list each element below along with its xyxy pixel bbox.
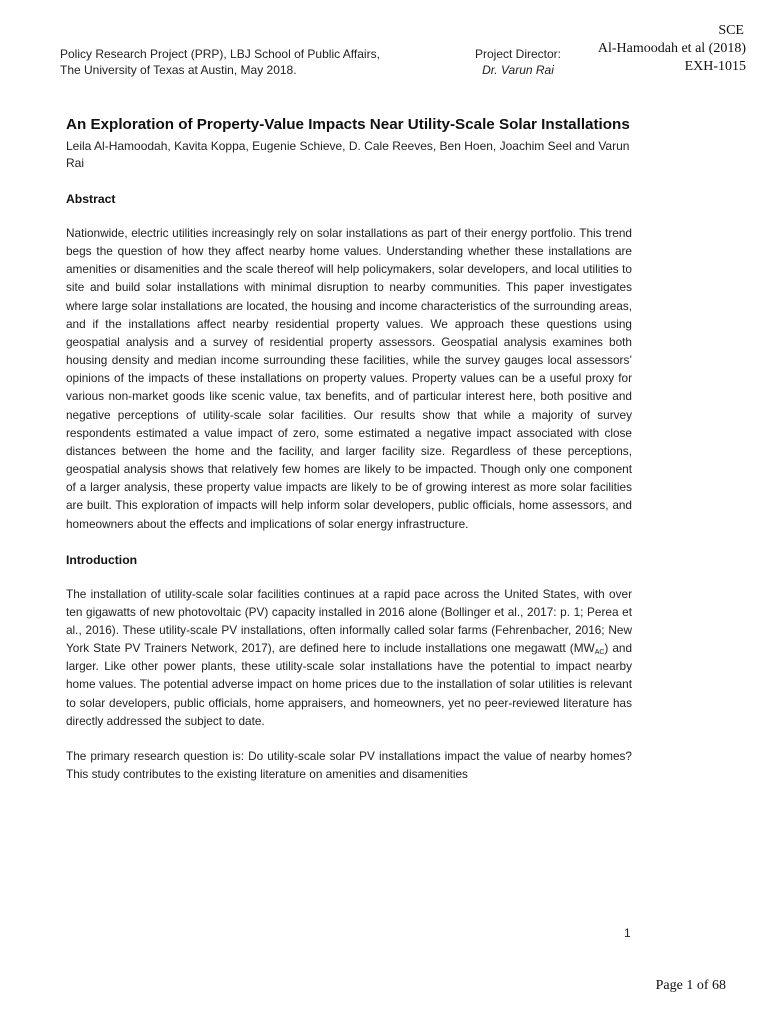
header-institution-line: The University of Texas at Austin, May 2018. [60, 63, 297, 77]
director-label: Project Director: [474, 47, 562, 61]
paper-authors: Leila Al-Hamoodah, Kavita Koppa, Eugenie Schieve, D. Cale Reeves, Ben Hoen, Joachim Seel and Varun Rai [66, 139, 630, 170]
introduction-heading: Introduction [66, 552, 138, 567]
exhibit-party: SCE [718, 23, 744, 38]
abstract-paragraph: Nationwide, electric utilities increasingly rely on solar installations as part of their energy portfolio. This trend begs the question of how they affect nearby home values. Understanding whether these installations are amenities or disamenities and the scale thereof will help policymakers, solar developers, and local utilities to site and build solar installations with minimal disruption to nearby communities. This paper investigates where large solar installations are located, the housing and income characteristics of the surrounding areas, and if the installations affect nearby residential property values. We approach these questions using geospatial analysis and a survey of residential property assessors. Geospatial analysis examines both housing density and median income surrounding these facilities, while the survey gauges local assessors’ opinions of the impacts of these installations on property values. Property values can be a useful proxy for various non-market goods like scenic value, tax benefits, and of particular interest here, both positive and negative perceptions of utility-scale solar facilities. Our results show that while a majority of survey respondents estimated a value impact of zero, some estimated a negative impact associated with close distances between the home and the facility, and larger facility size. Regardless of these perceptions, geospatial analysis shows that relatively few homes are likely to be impacted. Though only one component of a larger analysis, these property value impacts are likely to be of growing interest as more solar facilities are built. This exploration of impacts will help inform solar developers, public officials, home assessors, and homeowners about the effects and implications of solar energy infrastructure. [66, 226, 632, 531]
header-program-line: Policy Research Project (PRP), LBJ School of Public Affairs, [60, 47, 380, 61]
introduction-paragraph-1 [66, 585, 632, 730]
director-name: Dr. Varun Rai [482, 63, 554, 77]
paper-body [66, 114, 632, 783]
running-header-director [466, 46, 570, 78]
intro-p1-text-b: ) and larger. Like other power plants, these utility-scale solar installations have the potential to impact nearby home values. The potential adverse impact on home prices due to the installation of solar utilities is relevant to solar developers, public officials, home appraisers, and homeowners, yet no peer-reviewed literature has directly addressed the subject to date. [66, 641, 633, 728]
intro-p1-text-a: The installation of utility-scale solar facilities continues at a rapid pace across the United States, with over ten gigawatts of new photovoltaic (PV) capacity installed in 2016 alone (Bollinger et al., 2017: p. 1; Perea et al., 2016). These utility-scale PV installations, often informally called solar farms (Fehrenbacher, 2016; New York State PV Trainers Network, 2017), are defined here to include installations one megawatt (MW [66, 586, 632, 656]
page-number: 1 [624, 926, 631, 940]
exhibit-number: EXH-1015 [684, 59, 746, 74]
exhibit-stamp [546, 22, 746, 76]
paper-title: An Exploration of Property-Value Impacts Near Utility-Scale Solar Installations [66, 116, 630, 133]
abstract-heading: Abstract [66, 192, 116, 206]
page-of-total: Page 1 of 68 [655, 978, 726, 993]
introduction-paragraph-2: The primary research question is: Do utility-scale solar PV installations impact the value of nearby homes? This study contributes to the existing literature on amenities and disamenities [66, 748, 632, 782]
running-header-left [60, 46, 460, 78]
exhibit-citation: Al-Hamoodah et al (2018) [597, 41, 746, 56]
intro-p1-subscript: AC [594, 649, 605, 657]
